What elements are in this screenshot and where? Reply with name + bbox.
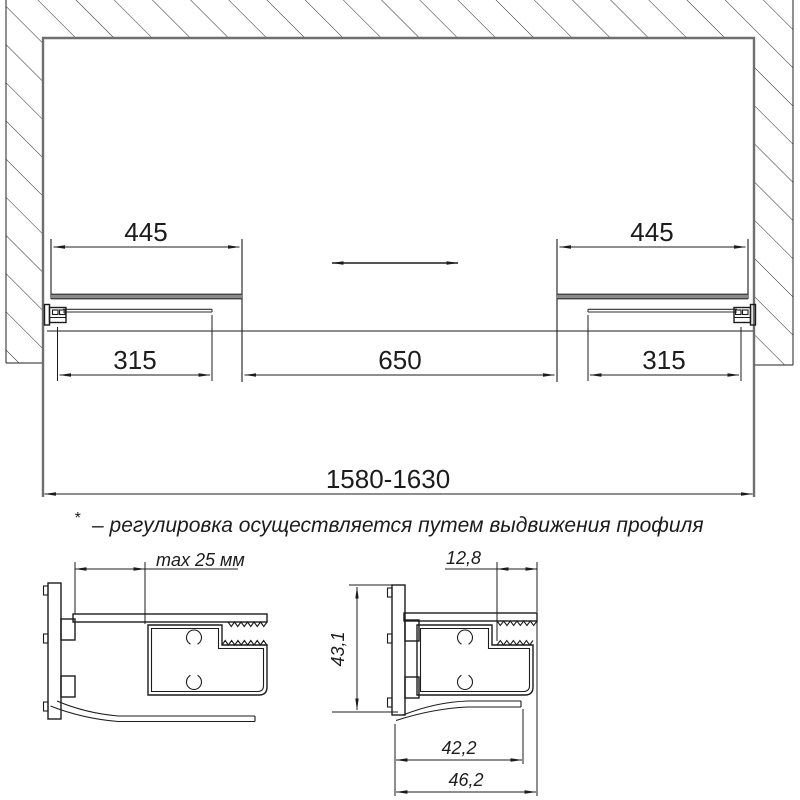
dimension-total-width [45, 464, 753, 494]
body-outer-contour [148, 625, 267, 695]
wall-bracket-left [45, 305, 67, 326]
skirt-curve [396, 707, 521, 721]
dim-label: 650 [378, 345, 422, 375]
glass-clamp-notch [61, 676, 75, 697]
bracket-wall-plate [45, 305, 50, 326]
dim-label: 445 [630, 217, 674, 247]
wall-profile-left [44, 583, 76, 719]
wall-bracket-right [734, 305, 756, 326]
dim-label: 315 [113, 345, 157, 375]
wall-area [6, 0, 793, 365]
adjustable-plate-right [404, 613, 537, 626]
footnote-star: * [74, 510, 81, 527]
body-inner-contour [421, 629, 530, 692]
plate-outline [404, 613, 537, 621]
footnote [74, 510, 704, 537]
dim-label: 445 [124, 217, 168, 247]
dimension-opening [245, 345, 555, 375]
profile-body-left [148, 625, 267, 695]
dimension-profile-height [328, 585, 400, 712]
dimension-fixed-right [588, 315, 741, 381]
dimension-door-right [560, 217, 746, 247]
screw-boss [457, 675, 472, 689]
screw-boss [457, 630, 472, 644]
dimension-max-adjust [75, 550, 245, 624]
body-outer-contour [417, 625, 533, 695]
skirt-curve [403, 701, 521, 715]
plan-view [6, 0, 793, 497]
serration-teeth [228, 622, 267, 627]
skirt-curve [57, 701, 255, 716]
footnote-text: – регулировка осуществляется путем выдвижения профиля [92, 514, 704, 537]
wall-hatching [6, 0, 793, 365]
screw-boss [187, 675, 202, 689]
bracket-screw [743, 310, 749, 315]
dim-label: 315 [642, 345, 686, 375]
bottom-skirt-right [396, 701, 521, 721]
dim-label: 1580-1630 [325, 464, 451, 494]
wall-profile-right [388, 585, 420, 715]
body-inner-contour [152, 629, 264, 692]
dimension-fixed-left [58, 315, 213, 381]
dim-label: 12,8 [446, 548, 482, 568]
dim-label: 46,2 [448, 770, 484, 790]
profile-section-left [44, 550, 268, 722]
wall-profile-body [392, 585, 405, 715]
fixed-panel-right [588, 309, 737, 312]
wall-profile-body [48, 583, 61, 719]
bottom-skirt-left [51, 701, 256, 722]
profile-body-right [417, 625, 533, 695]
serration-teeth [497, 621, 537, 626]
dimension-door-left [54, 217, 240, 247]
skirt-curve [51, 706, 256, 722]
dim-label: max 25 мм [156, 550, 245, 570]
fixed-panel-left [63, 309, 212, 312]
dim-label: 43,1 [328, 631, 348, 667]
profile-section-right [328, 548, 537, 796]
plate-outline [73, 614, 267, 622]
bracket-screw [53, 310, 59, 315]
dimension-top-overlap [445, 548, 537, 641]
dimension-width-inner [395, 709, 523, 764]
screw-boss [187, 630, 202, 644]
niche-frame [43, 38, 754, 497]
dim-label: 42,2 [441, 738, 477, 758]
